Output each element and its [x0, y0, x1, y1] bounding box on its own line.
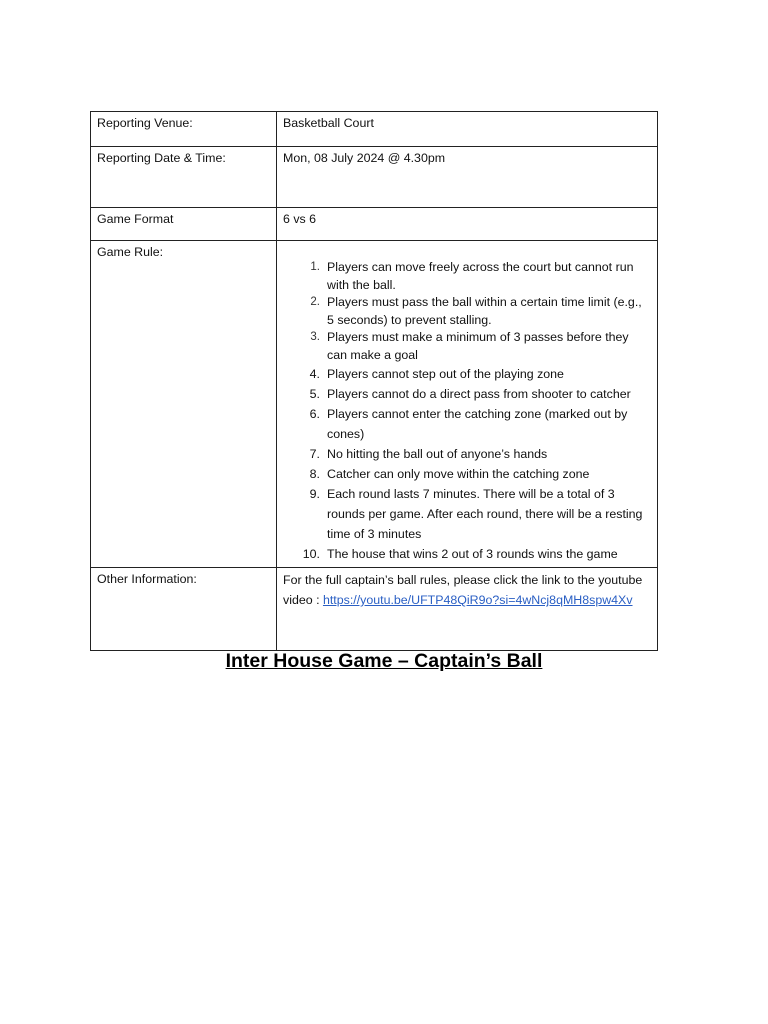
- table-row: [91, 112, 658, 147]
- list-text: Catcher can only move within the catching zone: [327, 467, 590, 481]
- list-number: 3.: [310, 331, 320, 343]
- list-number: 2.: [310, 296, 320, 308]
- list-text: Each round lasts 7 minutes. There will be a total of 3 rounds per game. After each round, there will be a resting time of 3 minutes: [327, 487, 643, 541]
- list-text: The house that wins 2 out of 3 rounds wins the game: [327, 547, 618, 561]
- list-number: 6.: [309, 407, 320, 421]
- rules-list: [283, 243, 651, 564]
- list-item: [283, 404, 651, 444]
- list-text: Players cannot step out of the playing zone: [327, 367, 564, 381]
- rules-label: Game Rule:: [91, 241, 277, 568]
- datetime-value: Mon, 08 July 2024 @ 4.30pm: [277, 147, 658, 208]
- list-number: 7.: [309, 447, 320, 461]
- list-number: 1.: [310, 261, 320, 273]
- list-item: [283, 484, 651, 544]
- page-title: Inter House Game – Captain’s Ball: [225, 650, 543, 672]
- format-label: Game Format: [91, 208, 277, 241]
- list-text: Players cannot enter the catching zone (marked out by cones): [327, 407, 628, 441]
- table-row: [91, 147, 658, 208]
- list-item: [283, 294, 651, 329]
- table-row: [91, 568, 658, 651]
- venue-label: Reporting Venue:: [91, 112, 277, 147]
- other-info-label: Other Information:: [91, 568, 277, 651]
- other-info-value: [277, 568, 658, 651]
- list-item: [283, 544, 651, 564]
- venue-value: Basketball Court: [277, 112, 658, 147]
- list-number: 5.: [309, 387, 320, 401]
- other-info-text: For the full captain’s ball rules, please click the link to the youtube video :: [283, 573, 643, 607]
- list-item: [283, 329, 651, 364]
- list-number: 4.: [309, 367, 320, 381]
- list-item: [283, 444, 651, 464]
- datetime-label: Reporting Date & Time:: [91, 147, 277, 208]
- rules-cell: [277, 241, 658, 568]
- list-item: [283, 364, 651, 384]
- list-number: 9.: [309, 487, 320, 501]
- table-row: [91, 241, 658, 568]
- youtube-link[interactable]: https://youtu.be/UFTP48QiR9o?si=4wNcj8qMH8spw4Xv: [322, 593, 633, 607]
- format-value: 6 vs 6: [277, 208, 658, 241]
- table-row: [91, 208, 658, 241]
- list-text: Players must pass the ball within a certain time limit (e.g., 5 seconds) to prevent stalling.: [327, 295, 642, 327]
- list-number: 8.: [309, 467, 320, 481]
- list-text: Players must make a minimum of 3 passes before they can make a goal: [327, 330, 629, 362]
- list-number: 10.: [302, 547, 320, 561]
- list-text: Players cannot do a direct pass from shooter to catcher: [327, 387, 631, 401]
- list-item: [283, 384, 651, 404]
- list-text: Players can move freely across the court but cannot run with the ball.: [327, 260, 634, 292]
- info-table: [90, 111, 658, 651]
- list-item: [283, 464, 651, 484]
- list-text: No hitting the ball out of anyone’s hands: [327, 447, 548, 461]
- list-item: [283, 259, 651, 294]
